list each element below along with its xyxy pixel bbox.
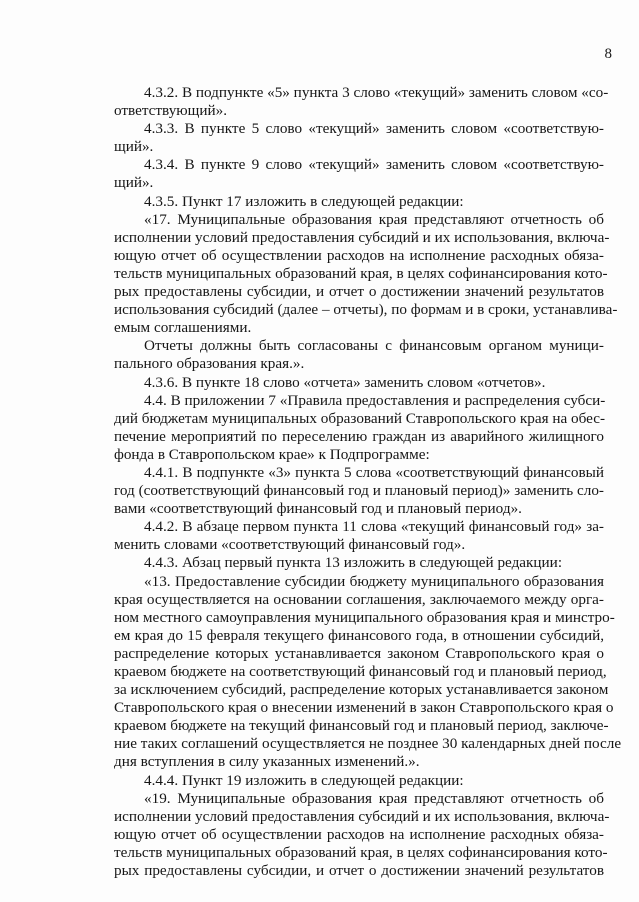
text-line: емым соглашениями. <box>114 319 252 337</box>
document-body <box>114 84 622 880</box>
text-line: дня вступления в силу указанных изменений.». <box>114 753 420 771</box>
text-line: щий». <box>114 138 154 156</box>
text-line: исполнении условий предоставления субсидий и их использования, включа- <box>114 228 610 246</box>
text-line: тельств муниципальных образований края, в целях софинансирования кото- <box>114 843 608 861</box>
text-line: ние таких соглашений осуществляется не позднее 30 календарных дней после <box>114 735 622 753</box>
text-line: 4.3.5. Пункт 17 изложить в следующей редакции: <box>144 192 464 210</box>
text-line: менить словами «соответствующий финансовый год». <box>114 536 466 554</box>
text-line: 4.4.3. Абзац первый пункта 13 изложить в следующей редакции: <box>144 554 563 572</box>
text-line: «13. Предоставление субсидии бюджету муниципального образования <box>144 572 604 590</box>
text-line: ющую отчет об осуществлении расходов на исполнение расходных обяза- <box>114 825 604 843</box>
text-line: фонда в Ставропольском крае» к Подпрограмме: <box>114 445 430 463</box>
text-line: краевом бюджете на текущий финансовый год и плановый период, заключе- <box>114 717 609 735</box>
text-line: печение мероприятий по переселению граждан из аварийного жилищного <box>114 427 604 445</box>
text-line: Отчеты должны быть согласованы с финансовым органом муници- <box>144 337 604 355</box>
text-line: распределение которых устанавливается законом Ставропольского края о <box>114 644 604 662</box>
text-line: использования субсидий (далее – отчеты), по формам и в сроки, устанавлива- <box>114 301 618 319</box>
text-line: рых предоставлены субсидии, и отчет о достижении значений результатов <box>114 862 604 880</box>
text-line: края осуществляется на основании соглашения, заключаемого между орга- <box>114 590 604 608</box>
text-line: вами «соответствующий финансовый год и плановый период». <box>114 500 522 518</box>
text-line: 4.3.2. В подпункте «5» пункта 3 слово «текущий» заменить словом «со- <box>144 84 609 101</box>
text-line: 4.3.3. В пункте 5 слово «текущий» заменить словом «соответствую- <box>144 120 604 138</box>
text-line: год (соответствующий финансовый год и плановый период)» заменить сло- <box>114 482 604 500</box>
text-line: ющую отчет об осуществлении расходов на исполнение расходных обяза- <box>114 246 604 264</box>
page-number: 8 <box>604 46 612 62</box>
text-line: 4.4. В приложении 7 «Правила предоставления и распределения субси- <box>144 391 606 409</box>
text-line: 4.3.6. В пункте 18 слово «отчета» заменить словом «отчетов». <box>144 373 546 391</box>
text-line: Ставропольского края о внесении изменений в закон Ставропольского края о <box>114 699 614 717</box>
text-line: ответствующий». <box>114 102 227 120</box>
text-line: пального образования края.». <box>114 355 305 373</box>
text-line: 4.4.1. В подпункте «3» пункта 5 слова «соответствующий финансовый <box>144 463 604 481</box>
text-line: ем края до 15 февраля текущего финансового года, в отношении субсидий, <box>114 626 604 644</box>
text-line: 4.3.4. В пункте 9 слово «текущий» заменить словом «соответствую- <box>144 156 604 174</box>
text-line: рых предоставлены субсидии, и отчет о достижении значений результатов <box>114 283 604 301</box>
text-line: исполнении условий предоставления субсидий и их использования, включа- <box>114 807 610 825</box>
text-line: 4.4.2. В абзаце первом пункта 11 слова «текущий финансовый год» за- <box>144 518 604 536</box>
text-line: за исключением субсидий, распределение которых устанавливается законом <box>114 681 609 699</box>
text-line: краевом бюджете на соответствующий финансовый год и плановый период, <box>114 663 607 680</box>
text-line: ном местного самоуправления муниципального образования края и минстро- <box>114 608 615 626</box>
text-line: «17. Муниципальные образования края представляют отчетность об <box>144 210 604 228</box>
text-line: 4.4.4. Пункт 19 изложить в следующей редакции: <box>144 771 464 789</box>
text-line: дий бюджетам муниципальных образований Ставропольского края на обес- <box>114 409 606 427</box>
text-line: «19. Муниципальные образования края представляют отчетность об <box>144 789 604 807</box>
text-line: тельств муниципальных образований края, в целях софинансирования кото- <box>114 264 608 282</box>
text-line: щий». <box>114 174 154 192</box>
